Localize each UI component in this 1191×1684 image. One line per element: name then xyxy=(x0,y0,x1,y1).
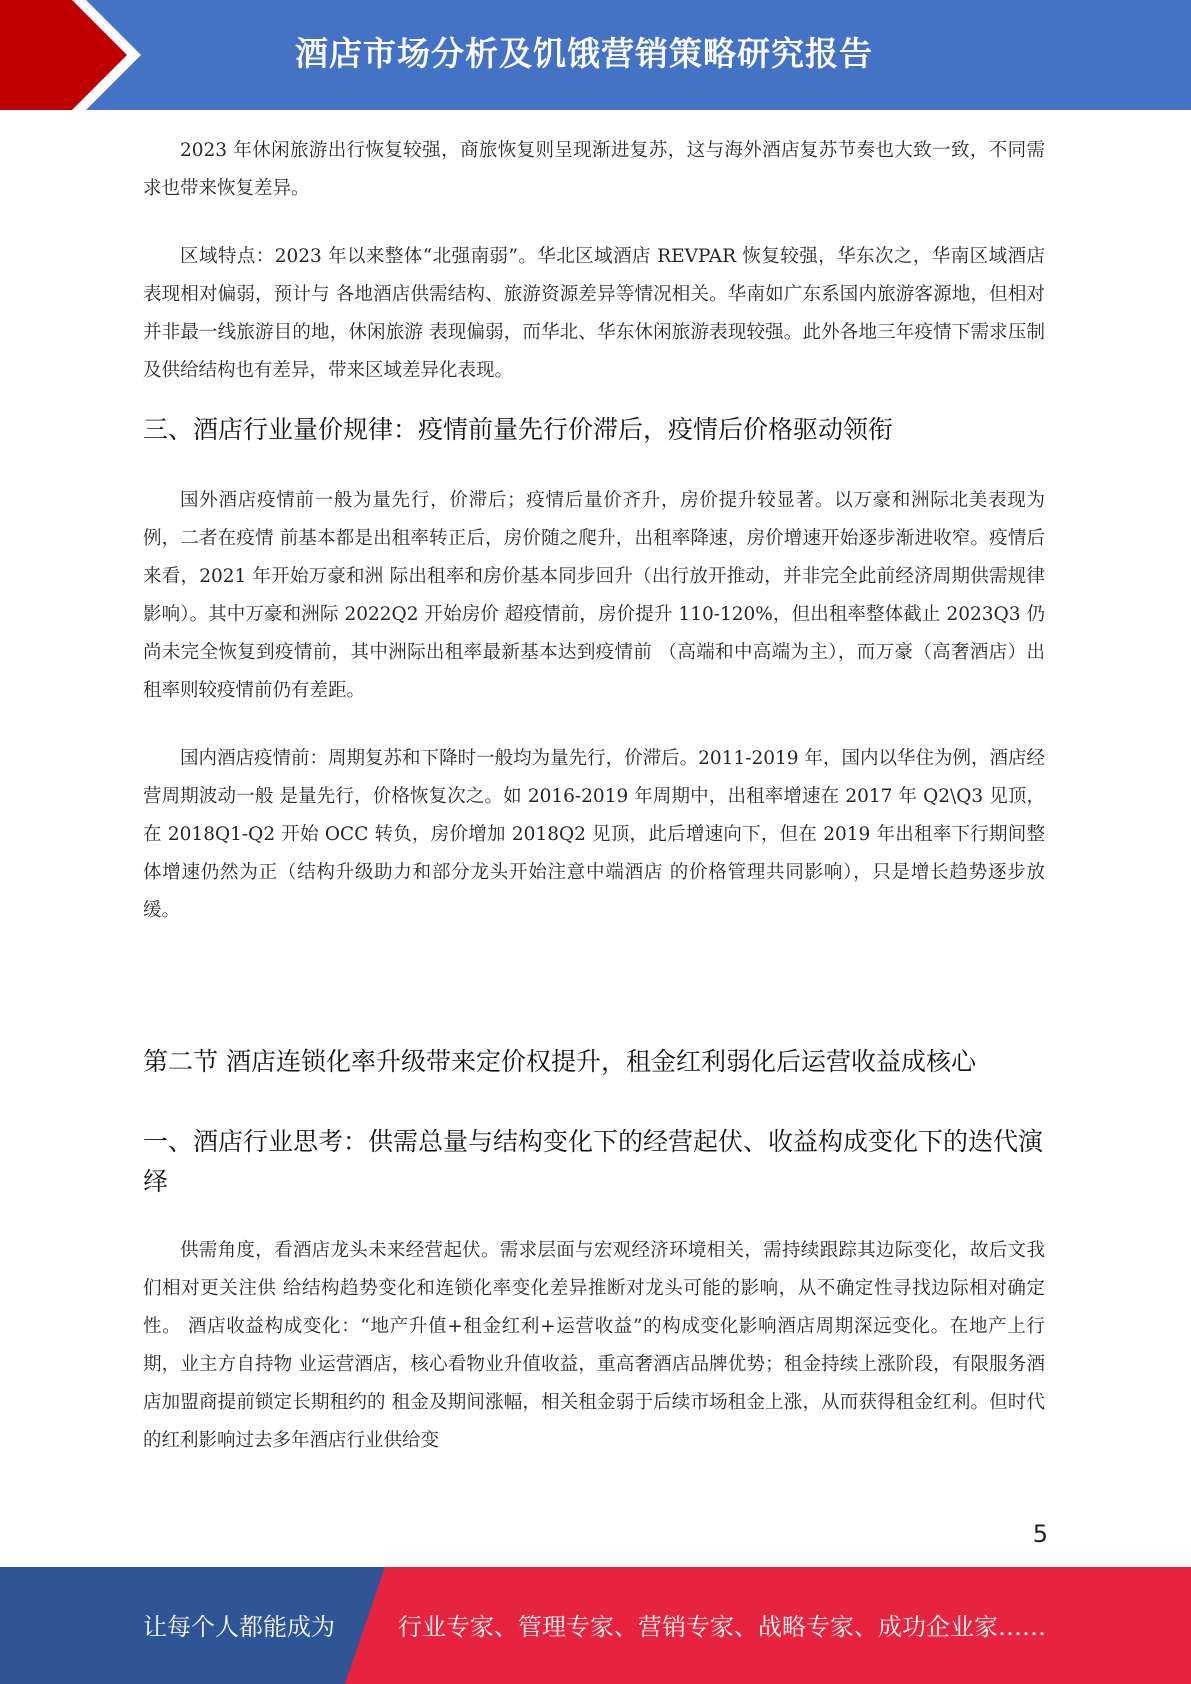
document-body xyxy=(143,132,1045,1490)
heading-section-one: 一、酒店行业思考：供需总量与结构变化下的经营起伏、收益构成变化下的迭代演绎 xyxy=(143,1127,1044,1196)
paragraph-supply-demand: 供需角度，看酒店龙头未来经营起伏。需求层面与宏观经济环境相关，需持续跟踪其边际变化，故后文我们相对更关注供 给结构趋势变化和连锁化率变化差异推断对龙头可能的影响，从不确定性寻找边际相对确定性。 酒店收益构成变化：“地产升值+租金红利+运营收益”的构成变化影响酒店周期深远变化。在地产上行期，业主方自持物 业运营酒店，核心看物业升值收益，重高奢酒店品牌优势；租金持续上涨阶段，有限服务酒店加盟商提前锁定长期租约的 租金及期间涨幅，相关租金弱于后续市场租金上涨，从而获得租金红利。但时代的红利影响过去多年酒店行业供给变 xyxy=(143,1240,1045,1451)
page-header xyxy=(0,0,1191,110)
page-footer xyxy=(0,1567,1191,1684)
heading-chapter-two: 第二节 酒店连锁化率升级带来定价权提升，租金红利弱化后运营收益成核心 xyxy=(143,1047,976,1076)
paragraph-regional-features: 区域特点：2023 年以来整体“北强南弱”。华北区域酒店 REVPAR 恢复较强，华东次之，华南区域酒店表现相对偏弱，预计与 各地酒店供需结构、旅游资源差异等情况相关。华南如广东系国内旅游客源地，但相对并非最一线旅游目的地，休闲旅游 表现偏弱，而华北、华东休闲旅游表现较强。此外各地三年疫情下需求压制及供给结构也有差异，带来区域差异化表现。 xyxy=(143,246,1045,381)
footer-slogan-right: 行业专家、管理专家、营销专家、战略专家、成功企业家…… xyxy=(398,1613,1046,1641)
footer-slogan-left: 让每个人都能成为 xyxy=(143,1613,335,1641)
paragraph-domestic-hotels: 国内酒店疫情前：周期复苏和下降时一般均为量先行，价滞后。2011-2019 年，国内以华住为例，酒店经营周期波动一般 是量先行，价格恢复次之。如 2016-2019 年周期中，出租率增速在 2017 年 Q2\Q3 见顶，在 2018Q1-Q2 开始 OCC 转负，房价增加 2018Q2 见顶，此后增速向下，但在 2019 年出租率下行期间整体增速仍然为正（结构升级助力和部分龙头开始注意中端酒店 的价格管理共同影响），只是增长趋势逐步放缓。 xyxy=(143,748,1045,921)
paragraph-overseas-hotels: 国外酒店疫情前一般为量先行，价滞后；疫情后量价齐升，房价提升较显著。以万豪和洲际北美表现为例，二者在疫情 前基本都是出租率转正后，房价随之爬升，出租率降速，房价增速开始逐步渐进收窄。疫情后来看，2021 年开始万豪和洲 际出租率和房价基本同步回升（出行放开推动，并非完全此前经济周期供需规律影响）。其中万豪和洲际 2022Q2 开始房价 超疫情前，房价提升 110-120%，但出租率整体截止 2023Q3 仍尚未完全恢复到疫情前，其中洲际出租率最新基本达到疫情前 （高端和中高端为主），而万豪（高奢酒店）出租率则较疫情前仍有差距。 xyxy=(143,490,1045,701)
heading-section-three: 三、酒店行业量价规律：疫情前量先行价滞后，疫情后价格驱动领衔 xyxy=(143,415,894,444)
paragraph-leisure-recovery: 2023 年休闲旅游出行恢复较强，商旅恢复则呈现渐进复苏，这与海外酒店复苏节奏也大致一致，不同需求也带来恢复差异。 xyxy=(143,140,1045,199)
red-chevron-logo xyxy=(0,0,160,110)
page-number: 5 xyxy=(1032,1520,1048,1548)
report-title: 酒店市场分析及饥饿营销策略研究报告 xyxy=(295,34,873,73)
